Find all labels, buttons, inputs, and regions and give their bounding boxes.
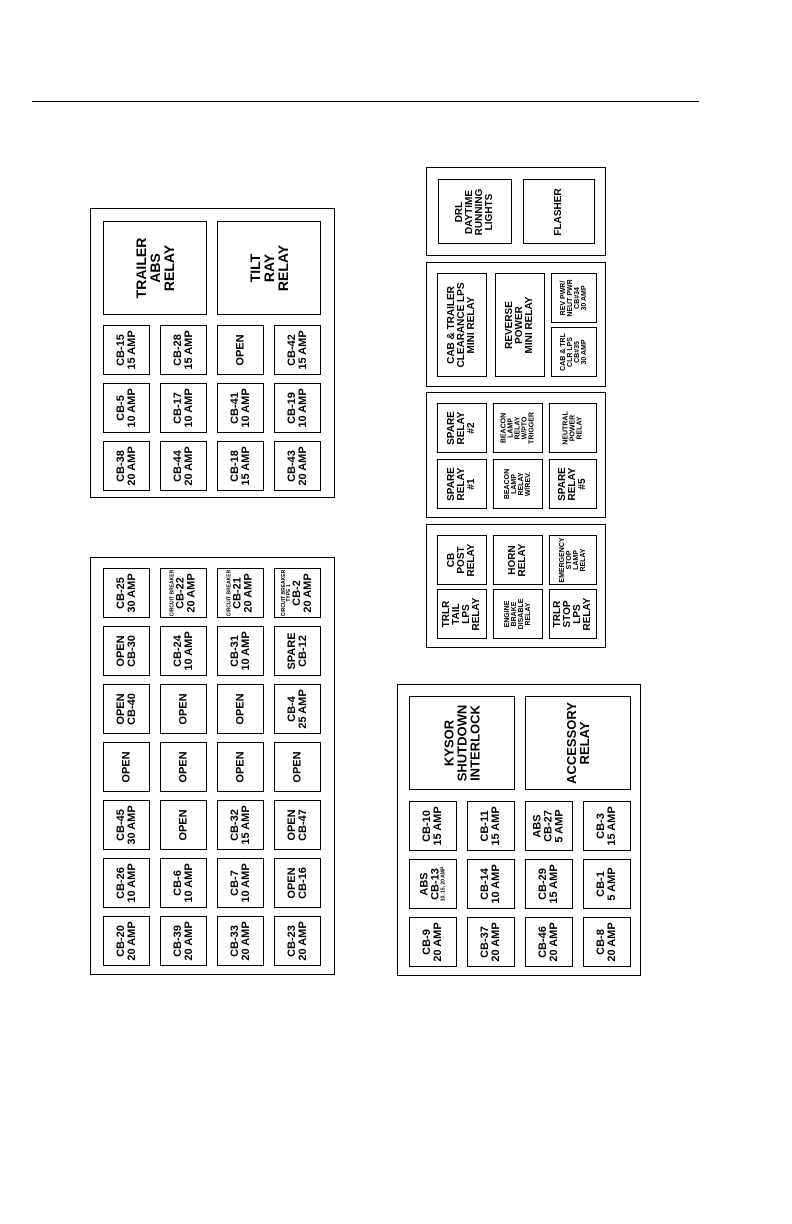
breaker-rating: CB-40 (125, 693, 138, 725)
breaker-id: CB-23 (285, 925, 298, 957)
module-label: DRL (454, 201, 465, 222)
relay-label: RELAY (577, 721, 592, 765)
breaker-id: OPEN (177, 809, 189, 841)
relay-label: SHUTDOWN (454, 704, 470, 782)
module-flasher (523, 179, 595, 244)
breaker-id: CB-6 (171, 870, 184, 896)
relay-label: RELAY (471, 597, 482, 631)
breaker-rating: 15 AMP (125, 330, 138, 370)
breaker-id: CB-17 (171, 392, 184, 424)
breaker-open (217, 742, 264, 792)
module-label: RUNNING (474, 188, 485, 235)
relay-beacon-rev (493, 459, 543, 509)
relay-label: MINI RELAY (466, 296, 477, 354)
relay-label: BRAKE (511, 601, 518, 627)
breaker-cb35 (551, 327, 597, 377)
relay-label: RELAY (567, 467, 578, 501)
fuse-panel-kysor-accessory (397, 684, 641, 976)
relay-label: CLEARANCE LPS (456, 282, 467, 368)
breaker-rating: 20 AMP (182, 921, 195, 961)
breaker-rating: 20 AMP (296, 921, 309, 961)
breaker-open (160, 800, 207, 850)
relay-label: RELAY (576, 416, 584, 440)
relay-label: TRLR (552, 600, 563, 628)
relay-label: KYSOR (441, 719, 457, 767)
breaker-cb-21 (217, 568, 264, 618)
breaker-rating: 20 AMP (125, 921, 138, 961)
breaker-rating: CB-30 (125, 635, 138, 667)
breaker-rating: 20 AMP (125, 446, 138, 486)
relay-cb-post (437, 535, 487, 585)
relay-label: BEACON (500, 412, 508, 444)
relay-label: CB (446, 552, 457, 568)
fuse-panel-post-horn-stop (426, 524, 606, 648)
breaker-spare-cb-12 (274, 626, 321, 676)
relay-spare-1 (437, 459, 487, 509)
breaker-rating: 10 AMP (296, 388, 309, 428)
breaker-id: CB-43 (285, 450, 298, 482)
breaker-rating: 10 AMP (239, 631, 252, 671)
breaker-rating: 20 AMP (242, 573, 254, 613)
breaker-rating: 10 AMP (182, 631, 195, 671)
breaker-id: CB-41 (228, 392, 241, 424)
breaker-cb-39 (160, 916, 207, 966)
breaker-rating: 5 AMP (606, 867, 618, 901)
breaker-rating: 15 AMP (239, 805, 252, 845)
relay-label: TRIGGER (528, 412, 536, 444)
relay-label: TILT (247, 253, 263, 283)
breaker-id: CB-7 (228, 870, 241, 896)
relay-label: POWER (569, 414, 577, 442)
relay-label: RELAY (582, 597, 593, 631)
breaker-cb-6 (160, 858, 207, 908)
breaker-rating: 30 AMP (125, 573, 138, 613)
relay-label: SPARE (446, 411, 457, 445)
relay-label: ABS (147, 253, 163, 283)
breaker-rating: 20 AMP (548, 922, 560, 962)
breaker-rating: 30 AMP (581, 285, 588, 311)
module-drl (438, 179, 512, 244)
module-label: FLASHER (553, 187, 564, 236)
relay-label: MINI RELAY (524, 296, 535, 354)
breaker-cb-42 (274, 325, 321, 375)
relay-label: #2 (466, 422, 477, 434)
relay-label: STOP (562, 600, 573, 628)
fuse-panel-relay-cb (90, 208, 335, 498)
relay-spare-2 (437, 403, 487, 453)
breaker-rating: 15 AMP (606, 806, 618, 846)
breaker-open-cb-40 (103, 684, 150, 734)
breaker-id: CB-19 (285, 392, 298, 424)
header-rule (32, 101, 699, 102)
fuse-panel-drl-flasher (426, 167, 606, 256)
relay-emergency-stop (549, 535, 597, 585)
breaker-id: CB-24 (171, 635, 184, 667)
relay-label: RELAY (456, 467, 467, 501)
breaker-cb-19 (274, 383, 321, 433)
relay-label: LAMP (573, 550, 580, 570)
relay-label: TRLR (441, 600, 452, 628)
breaker-open (217, 684, 264, 734)
relay-label: LPS (461, 604, 472, 624)
breaker-rating: 30 AMP (581, 339, 588, 365)
relay-accessory (525, 696, 631, 790)
relay-label: RELAY (456, 411, 467, 445)
relay-label: CAB & TRAILER (446, 286, 457, 364)
breaker-id: OPEN (120, 751, 132, 783)
breaker-rating: 15 AMP (296, 330, 309, 370)
relay-label: RELAY (514, 416, 522, 440)
relay-trailer-abs (103, 221, 207, 315)
relay-label: POST (456, 546, 467, 574)
breaker-id: CB-3 (595, 813, 607, 839)
breaker-id: OPEN (177, 693, 189, 725)
breaker-cb-5 (103, 383, 150, 433)
relay-label: INTERLOCK (467, 705, 483, 781)
breaker-id: CB#35 (574, 341, 581, 363)
breaker-id: CB-29 (537, 868, 549, 900)
breaker-cb-38 (103, 441, 150, 491)
breaker-rating: 15 AMP (432, 806, 444, 846)
relay-label: LAMP (511, 474, 518, 494)
relay-spare-5 (549, 459, 597, 509)
breaker-rating: 10, 15, 20 AMP (440, 866, 447, 902)
breaker-note: CIRCUIT BREAKER (280, 569, 287, 617)
relay-label: RAY (261, 253, 277, 283)
breaker-note: CIRCUIT BREAKER (169, 569, 175, 617)
breaker-id: CB#34 (574, 287, 581, 309)
breaker-label: CAB & TRL (560, 333, 567, 371)
relay-trlr-stop (549, 589, 597, 639)
relay-label: LPS (572, 604, 583, 624)
breaker-rating: 10 AMP (239, 863, 252, 903)
breaker-id: CB-44 (171, 450, 184, 482)
breaker-id: OPEN (291, 751, 303, 783)
breaker-rating: CB-47 (296, 809, 309, 841)
breaker-id: CB-26 (114, 867, 127, 899)
breaker-cb-44 (160, 441, 207, 491)
relay-label: LAMP (507, 418, 515, 438)
relay-label: NEUTRAL (562, 411, 570, 445)
breaker-rating: 10 AMP (239, 388, 252, 428)
breaker-cb-33 (217, 916, 264, 966)
relay-label: HORN (507, 545, 518, 575)
breaker-id: CB-39 (171, 925, 184, 957)
breaker-rating: 15 AMP (548, 864, 560, 904)
breaker-rating: 15 AMP (239, 446, 252, 486)
breaker-id: CB-18 (228, 450, 241, 482)
breaker-cb-18 (217, 441, 264, 491)
breaker-open (217, 325, 264, 375)
breaker-label: ABS (418, 872, 431, 896)
breaker-cb-24 (160, 626, 207, 676)
relay-beacon-pto (493, 403, 543, 453)
breaker-id: CB-8 (595, 929, 607, 955)
breaker-cb-32 (217, 800, 264, 850)
breaker-id: CB-38 (114, 450, 127, 482)
breaker-id: CB-5 (114, 395, 127, 421)
breaker-id: CB-13 (429, 868, 442, 900)
breaker-id: OPEN (285, 809, 298, 841)
breaker-id: CB-28 (171, 334, 184, 366)
breaker-id: CB-25 (114, 577, 127, 609)
breaker-cb-11 (467, 801, 515, 851)
relay-label: TAIL (451, 603, 462, 625)
breaker-cb-4 (274, 684, 321, 734)
breaker-id: CB-14 (479, 868, 491, 900)
relay-label: DISABLE (518, 598, 525, 630)
relay-label: W/PTO (521, 416, 529, 440)
breaker-id: CB-45 (114, 809, 127, 841)
breaker-id: CB-9 (421, 929, 433, 955)
breaker-cb-43 (274, 441, 321, 491)
breaker-cb-23 (274, 916, 321, 966)
relay-label: STOP (566, 550, 573, 570)
breaker-id: CB-21 (231, 577, 243, 609)
relay-label: RELAY (466, 543, 477, 577)
breaker-cb-31 (217, 626, 264, 676)
breaker-rating: 20 AMP (490, 922, 502, 962)
breaker-cb-37 (467, 917, 515, 967)
breaker-id: CB-2 (290, 580, 303, 606)
breaker-abs-cb-13 (409, 859, 457, 909)
relay-label: W/REV. (525, 471, 532, 497)
relay-kysor-shutdown (409, 696, 515, 790)
breaker-rating: 10 AMP (125, 863, 138, 903)
breaker-id: CB-22 (174, 577, 186, 609)
breaker-cb-14 (467, 859, 515, 909)
relay-neutral-power (549, 403, 597, 453)
breaker-label: ABS (531, 814, 544, 838)
breaker-id: OPEN (234, 751, 246, 783)
breaker-open (160, 684, 207, 734)
relay-label: RELAY (580, 548, 587, 572)
relay-label: RELAY (518, 472, 525, 496)
breaker-note: TYPE 1 (285, 584, 292, 602)
relay-label: REVERSE (504, 301, 515, 349)
relay-label: RELAY (517, 543, 528, 577)
relay-label: BEACON (504, 468, 511, 500)
fuse-panel-spare-beacon (426, 392, 606, 518)
breaker-rating: 20 AMP (432, 922, 444, 962)
breaker-open-cb-30 (103, 626, 150, 676)
breaker-id: CB-27 (542, 810, 555, 842)
relay-label: ENGINE (504, 600, 511, 628)
breaker-id: CB-15 (114, 334, 127, 366)
breaker-cb-25 (103, 568, 150, 618)
relay-tilt-ray (217, 221, 321, 315)
breaker-id: SPARE (285, 632, 298, 670)
breaker-cb34 (551, 273, 597, 323)
breaker-rating: 20 AMP (185, 573, 197, 613)
breaker-rating: 15 AMP (182, 330, 195, 370)
breaker-label: REV PWR/ (560, 280, 567, 316)
breaker-id: CB-32 (228, 809, 241, 841)
breaker-cb-41 (217, 383, 264, 433)
breaker-cb-17 (160, 383, 207, 433)
relay-label: #1 (466, 478, 477, 490)
breaker-id: CB-11 (479, 810, 491, 842)
breaker-id: OPEN (177, 751, 189, 783)
module-label: DAYTIME (464, 189, 475, 234)
breaker-rating: 20 AMP (296, 446, 309, 486)
breaker-id: OPEN (234, 693, 246, 725)
relay-label: POWER (514, 306, 525, 344)
breaker-rating: 30 AMP (125, 805, 138, 845)
breaker-id: OPEN (114, 693, 127, 725)
relay-label: #5 (577, 478, 588, 490)
relay-label: RELAY (525, 602, 532, 626)
breaker-cb-7 (217, 858, 264, 908)
breaker-rating: 20 AMP (606, 922, 618, 962)
relay-label: EMERGENCY (559, 537, 566, 583)
breaker-rating: 20 AMP (301, 573, 314, 613)
breaker-cb-22 (160, 568, 207, 618)
breaker-cb-15 (103, 325, 150, 375)
breaker-id: OPEN (234, 334, 246, 366)
breaker-id: CB-1 (595, 871, 607, 897)
breaker-rating: 20 AMP (239, 921, 252, 961)
relay-engine-brake (493, 589, 543, 639)
breaker-cb-1 (583, 859, 631, 909)
breaker-id: CB-20 (114, 925, 127, 957)
breaker-rating: 20 AMP (182, 446, 195, 486)
module-label: LIGHTS (484, 193, 495, 230)
breaker-cb-3 (583, 801, 631, 851)
relay-label: TRAILER (133, 237, 149, 299)
relay-label: ACCESSORY (564, 702, 579, 784)
breaker-rating: 10 AMP (182, 388, 195, 428)
breaker-cb-8 (583, 917, 631, 967)
breaker-rating: 15 AMP (490, 806, 502, 846)
breaker-cb-20 (103, 916, 150, 966)
relay-horn (493, 535, 543, 585)
breaker-cb-10 (409, 801, 457, 851)
breaker-id: CB-46 (537, 926, 549, 958)
breaker-label: CLR LPS (567, 337, 574, 367)
breaker-cb-9 (409, 917, 457, 967)
breaker-cb-45 (103, 800, 150, 850)
breaker-open (103, 742, 150, 792)
breaker-open (274, 742, 321, 792)
relay-trlr-tail (437, 589, 487, 639)
breaker-rating: 5 AMP (553, 809, 566, 843)
breaker-cb-46 (525, 917, 573, 967)
breaker-id: CB-33 (228, 925, 241, 957)
relay-label: SPARE (446, 467, 457, 501)
fuse-panel-clearance-reverse (426, 262, 606, 387)
breaker-cb-2 (274, 568, 321, 618)
breaker-rating: 10 AMP (490, 864, 502, 904)
breaker-open-cb-16 (274, 858, 321, 908)
relay-cab-trailer-clearance (437, 273, 487, 377)
breaker-rating: CB-16 (296, 867, 309, 899)
breaker-rating: 10 AMP (182, 863, 195, 903)
breaker-cb-29 (525, 859, 573, 909)
breaker-cb-26 (103, 858, 150, 908)
breaker-id: CB-10 (421, 810, 433, 842)
relay-reverse-power (495, 273, 545, 377)
breaker-rating: CB-12 (296, 635, 309, 667)
breaker-id: OPEN (285, 867, 298, 899)
breaker-rating: 25 AMP (296, 689, 309, 729)
breaker-open (160, 742, 207, 792)
breaker-rating: 10 AMP (125, 388, 138, 428)
breaker-note: CIRCUIT BREAKER (226, 569, 232, 617)
breaker-id: CB-42 (285, 334, 298, 366)
relay-label: RELAY (275, 244, 291, 292)
fuse-panel-breaker-grid (90, 557, 335, 975)
breaker-label: NEUT PWR (567, 279, 574, 317)
breaker-id: CB-4 (285, 696, 298, 722)
breaker-open-cb-47 (274, 800, 321, 850)
breaker-id: CB-31 (228, 635, 241, 667)
breaker-id: CB-37 (479, 926, 491, 958)
breaker-id: OPEN (114, 635, 127, 667)
breaker-cb-28 (160, 325, 207, 375)
breaker-abs-cb-27 (525, 801, 573, 851)
relay-label: RELAY (161, 244, 177, 292)
relay-label: SPARE (557, 467, 568, 501)
